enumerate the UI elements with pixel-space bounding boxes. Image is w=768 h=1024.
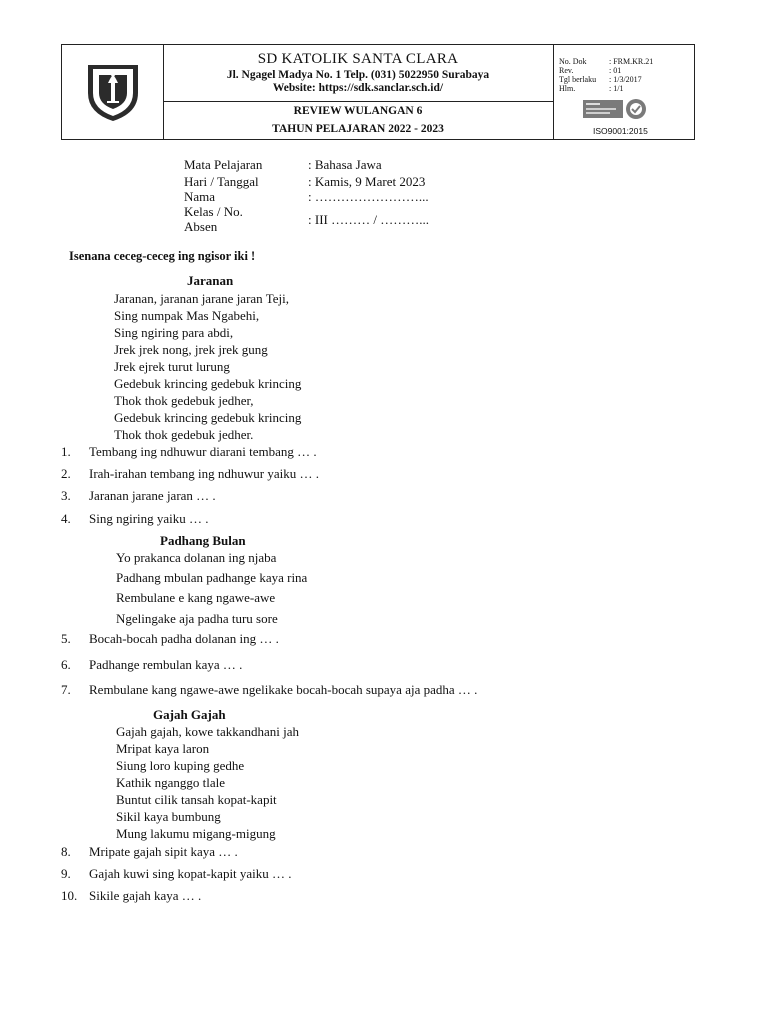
school-name: SD KATOLIK SANTA CLARA [257, 51, 459, 67]
school-logo-icon [84, 59, 142, 123]
info-label-date: Hari / Tanggal [184, 174, 259, 189]
question-8: 8. Mripate gajah sipit kaya … . [61, 844, 238, 859]
question-9: 9. Gajah kuwi sing kopat-kapit yaiku … . [61, 866, 292, 881]
poem-title-padhang-bulan: Padhang Bulan [160, 533, 246, 548]
question-10: 10. Sikile gajah kaya … . [61, 888, 202, 903]
poem-line: Gajah gajah, kowe takkandhani jah [116, 724, 300, 739]
meta-row: Rev. : 01 [559, 66, 622, 75]
poem-line: Yo prakanca dolanan ing njaba [116, 550, 277, 565]
poem-title-gajah-gajah: Gajah Gajah [153, 707, 226, 722]
poem-line: Mung lakumu migang-migung [116, 826, 276, 841]
info-label-class: Kelas / No. [184, 204, 243, 219]
info-label-name: Nama [184, 189, 216, 204]
poem-line: Sikil kaya bumbung [116, 809, 221, 824]
review-title: REVIEW WULANGAN 6 [293, 105, 423, 117]
meta-row: Tgl berlaku : 1/3/2017 [559, 75, 642, 84]
poem-line: Rembulane e kang ngawe-awe [116, 590, 276, 605]
document-header [61, 44, 695, 140]
info-value-name: : ……………………... [308, 189, 429, 204]
info-value-subject: : Bahasa Jawa [308, 157, 382, 172]
poem-line: Jrek jrek nong, jrek jrek gung [114, 342, 268, 357]
school-address: Jl. Ngagel Madya No. 1 Telp. (031) 5022950 Surabaya [226, 69, 490, 81]
meta-row: Hlm. : 1/1 [559, 84, 624, 93]
poem-line: Kathik nganggo tlale [116, 775, 226, 790]
question-3: 3. Jaranan jarane jaran … . [61, 488, 216, 503]
info-label-subject: Mata Pelajaran [184, 157, 263, 172]
school-identity [163, 45, 553, 102]
poem-line: Thok thok gedebuk jedher, [114, 393, 254, 408]
poem-title-jaranan: Jaranan [187, 273, 234, 288]
question-2: 2. Irah-irahan tembang ing ndhuwur yaiku … . [61, 466, 319, 481]
poem-line: Mripat kaya laron [116, 741, 210, 756]
poem-line: Buntut cilik tansah kopat-kapit [116, 792, 277, 807]
question-7: 7. Rembulane kang ngawe-awe ngelikake bocah-bocah supaya aja padha … . [61, 682, 478, 697]
iso-label: ISO9001:2015 [593, 126, 648, 136]
instruction: Isenana ceceg-ceceg ing ngisor iki ! [69, 249, 256, 263]
question-1: 1. Tembang ing ndhuwur diarani tembang … . [61, 444, 317, 459]
info-value-date: : Kamis, 9 Maret 2023 [308, 174, 426, 189]
academic-year: TAHUN PELAJARAN 2022 - 2023 [272, 123, 444, 135]
school-website: Website: https://sdk.sanclar.sch.id/ [272, 82, 444, 94]
logo-cell [62, 45, 164, 139]
poem-line: Jrek ejrek turut lurung [114, 359, 230, 374]
poem-line: Ngelingake aja padha turu sore [116, 611, 278, 626]
poem-line: Sing ngiring para abdi, [114, 325, 234, 340]
poem-line: Sing numpak Mas Ngabehi, [114, 308, 260, 323]
poem-line: Padhang mbulan padhange kaya rina [116, 570, 308, 585]
poem-line: Thok thok gedebuk jedher. [114, 427, 254, 442]
poem-line: Gedebuk krincing gedebuk krincing [114, 410, 302, 425]
meta-row: No. Dok : FRM.KR.21 [559, 57, 654, 66]
info-label-absen: Absen [184, 219, 218, 234]
info-value-class: : III ……… / ………... [308, 212, 429, 227]
question-6: 6. Padhange rembulan kaya … . [61, 657, 243, 672]
iso-certification-badge-icon [581, 97, 649, 121]
document-meta [553, 45, 694, 139]
poem-line: Siung loro kuping gedhe [116, 758, 245, 773]
poem-line: Gedebuk krincing gedebuk krincing [114, 376, 302, 391]
title-cell [163, 45, 554, 139]
question-5: 5. Bocah-bocah padha dolanan ing … . [61, 631, 279, 646]
poem-line: Jaranan, jaranan jarane jaran Teji, [114, 291, 289, 306]
question-4: 4. Sing ngiring yaiku … . [61, 511, 209, 526]
